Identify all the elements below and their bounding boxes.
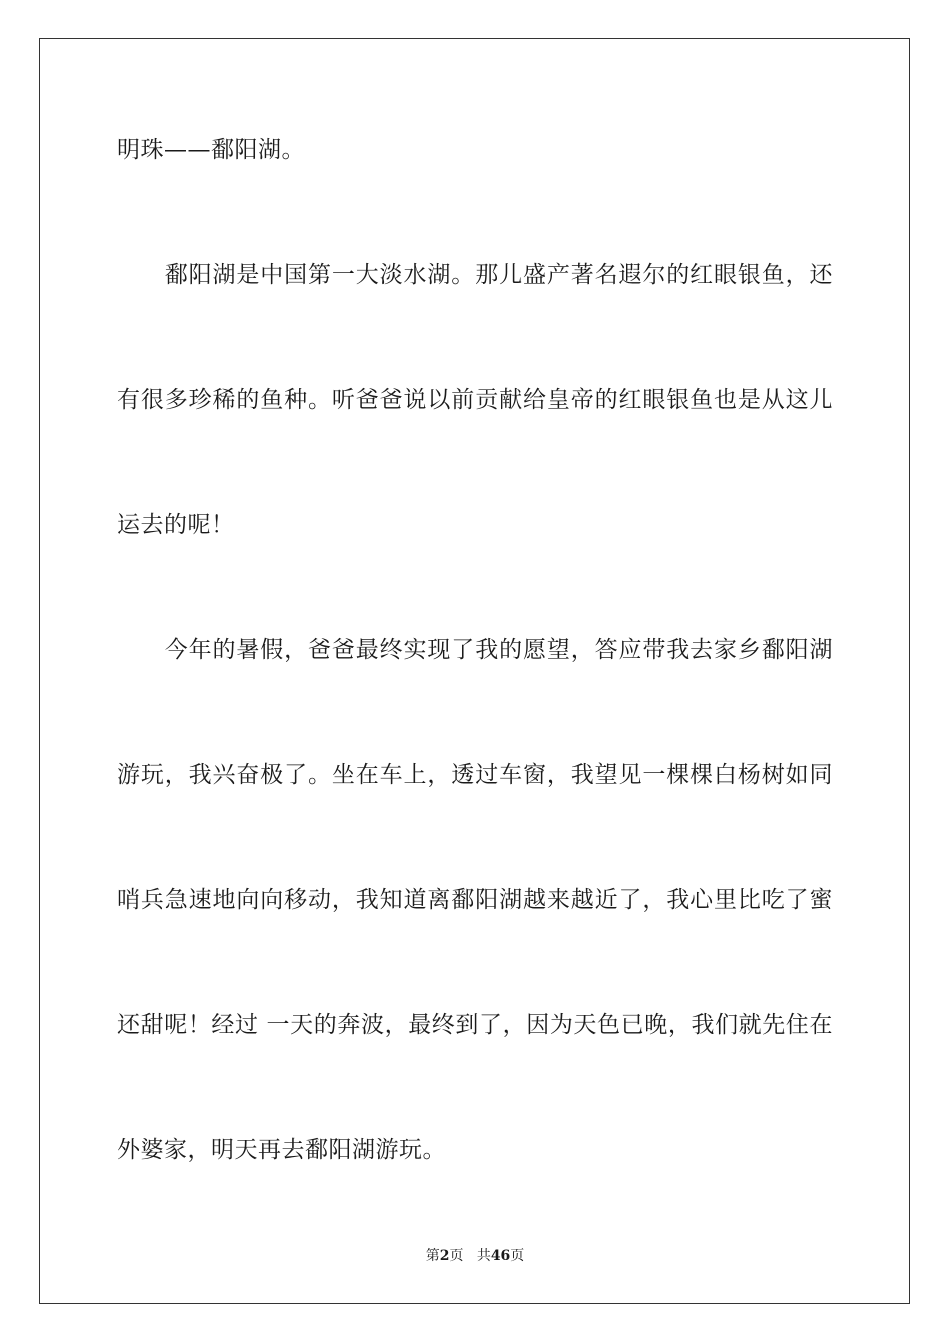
page-number: 2 [439,1248,450,1264]
text-line-4: 运去的呢！ [117,512,235,538]
text-line-1: 明珠——鄱阳湖。 [117,137,305,163]
total-pages: 46 [490,1248,511,1264]
page-suffix: 页 [449,1248,464,1264]
text-line-7: 哨兵急速地向向移动，我知道离鄱阳湖越来越近了，我心里比吃了蜜 [117,887,833,913]
text-line-3: 有很多珍稀的鱼种。听爸爸说以前贡献给皇帝的红眼银鱼也是从这儿 [117,387,833,413]
text-line-5: 今年的暑假，爸爸最终实现了我的愿望，答应带我去家乡鄱阳湖 [117,637,833,663]
page-prefix: 第 [425,1248,440,1264]
text-line-8: 还甜呢！经过 一天的奔波，最终到了，因为天色已晚，我们就先住在 [117,1012,833,1038]
total-prefix: 共 [476,1248,491,1264]
total-suffix: 页 [510,1248,525,1264]
page-border [39,38,910,1304]
text-line-9: 外婆家，明天再去鄱阳湖游玩。 [117,1137,446,1163]
page-footer [0,1247,950,1265]
text-line-6: 游玩，我兴奋极了。坐在车上，透过车窗，我望见一棵棵白杨树如同 [117,762,833,788]
text-line-2: 鄱阳湖是中国第一大淡水湖。那儿盛产著名遐尔的红眼银鱼，还 [117,262,833,288]
